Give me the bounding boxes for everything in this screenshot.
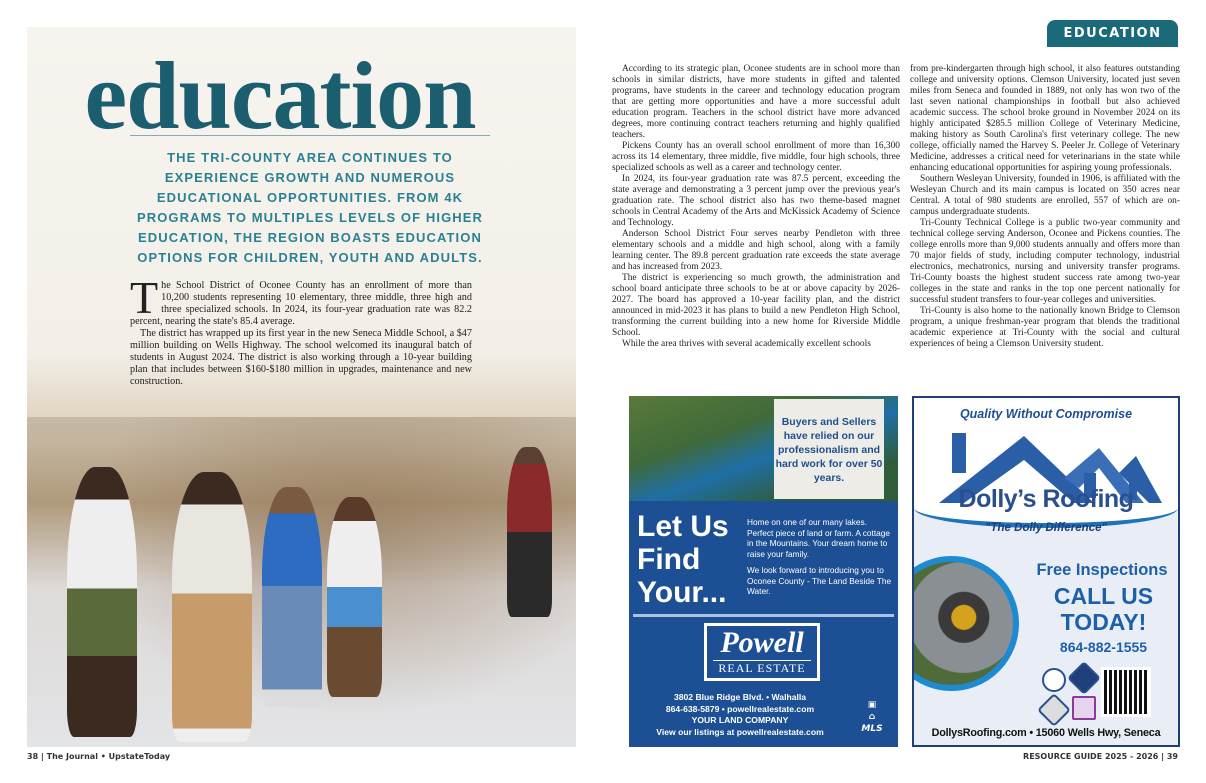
paragraph: While the area thrives with several academically excellent schools: [622, 339, 871, 349]
headline-line: Find: [637, 543, 701, 576]
adult-figure: [507, 447, 552, 617]
realtor-icon: ▣: [867, 700, 877, 710]
ad-headline: [637, 510, 743, 609]
ad-callout: Buyers and Sellers have relied on our professionalism and hard work for over 50 years.: [774, 399, 884, 499]
realtor-icons: [857, 699, 887, 735]
logo-sub: REAL ESTATE: [713, 660, 811, 676]
paragraph: Anderson School District Four serves nearby Pendleton with three elementary schools and a middle and high school, along with a family learning center. The 89.8 percent graduation rate exceeds the state average and has increased from 2023.: [612, 229, 900, 272]
title-rule: [130, 135, 490, 136]
ad-blurb: [747, 517, 895, 597]
student-figure: [262, 487, 322, 707]
equal-housing-icon: ⌂: [868, 712, 876, 722]
deck-subtitle: THE TRI-COUNTY AREA CONTINUES TO EXPERIENCE GROWTH AND NUMEROUS EDUCATIONAL OPPORTUNITIES. FROM 4K PROGRAMS TO MULTIPLES LEVELS OF HIGHER EDUCATION, THE REGION BOASTS EDUCATION OPTIONS FOR CHILDREN, YOUTH AND ADULTS.: [136, 150, 484, 265]
article-column-1: [612, 64, 900, 350]
ad-contact: [631, 692, 849, 738]
paragraph: Pickens County has an overall school enrollment of more than 16,300 across its 14 elementary, three middle, five middle, four high schools, three specialized schools as well as a career and technology center.: [612, 141, 900, 173]
ad-footer[interactable]: DollysRoofing.com • 15060 Wells Hwy, Seneca: [931, 727, 1161, 739]
blurb-text: We look forward to introducing you to Oconee County - The Land Beside The Water.: [747, 565, 892, 596]
paragraph: Southern Wesleyan University, founded in 1906, is affiliated with the Wesleyan Church and its main campus is located on 350 acres near Central. A total of 980 students are enrolled, 557 of which are on-campus undergraduate students.: [910, 174, 1180, 217]
logo-name: Powell: [720, 626, 804, 659]
divider: [633, 614, 894, 617]
paragraph: from pre-kindergarten through high school, it also features outstanding college and university options. Clemson University, located just seven miles from Seneca and founded in 1889, not only has won two of the last seven national championships in football but also achieved academic success. The school broke ground in November 2024 on its highly anticipated $285.5 million College of Veterinary Medicine, making history as South Carolina's first veterinary college. The new college, officially named the Harvey S. Peeler Jr. College of Veterinary Medicine, addresses a critical need for veterinarians in the state while enhancing educational opportunities for aspiring young professionals.: [910, 64, 1180, 173]
paragraph: The district is experiencing so much growth, the administration and school board anticipate three schools to be at or above capacity by 2026-2027. The board has approved a 10-year facility plan, and the district announced in mid-2023 it has plans to build a new Pendleton High School, transforming the current building into a new home for Riverside Middle School.: [612, 273, 900, 338]
powell-real-estate-ad[interactable]: [629, 396, 898, 747]
phone-number[interactable]: 864-882-1555: [1059, 639, 1148, 655]
tagline: YOUR LAND COMPANY: [691, 715, 789, 725]
call-to-action: CALL US TODAY!: [1053, 583, 1154, 635]
paragraph: Tri-County Technical College is a public two-year community and technical college serving Anderson, Oconee and Pickens counties. The college enrolls more than 9,000 students annually and offers more than 70 major fields of study, including computer technology, industrial electronics, mechatronics, nursing and university transfer programs. Tri-County boasts the highest student success rate among two-year colleges in the state and ranks in the top one percent nationally for successful student transfers to four-year colleges and universities.: [910, 218, 1180, 305]
mls-icon: MLS: [861, 724, 883, 734]
company-tagline: "The Dolly Difference": [985, 522, 1107, 534]
award-badge-icon: [1037, 693, 1071, 727]
qr-code-icon[interactable]: [1104, 670, 1148, 714]
left-folio: 38 | The Journal • UpstateToday: [27, 752, 171, 761]
offer-text: Free Inspections: [1036, 561, 1168, 579]
paragraph: Tri-County is also home to the nationally known Bridge to Clemson program, a unique freshman-year program that blends the traditional academic experience at Tri-County with the social and cultural experiences of being a Clemson University student.: [910, 306, 1180, 349]
phone-website[interactable]: 864-638-5879 • powellrealestate.com: [665, 703, 815, 714]
student-figure: [327, 497, 382, 697]
section-tab: EDUCATION: [1047, 20, 1178, 47]
ad-header: [914, 398, 1178, 528]
paragraph: According to its strategic plan, Oconee students are in school more than schools in similar districts, have more students in gifted and talented programs, have students in the career and technology education program that are getting more opportunities and have a more successful adult education program. Teachers in the school district have more advanced degrees, more continuing contract teachers returning and highly qualified teachers.: [612, 64, 900, 140]
student-figure: [172, 472, 252, 742]
paragraph: In 2024, its four-year graduation rate was 87.5 percent, exceeding the state average and demonstrating a 3 percent jump over the previous year's graduation rate. The school district also has two theme-based magnet schools in Central Academy of the Arts and McKissick Academy of Science and Technology.: [612, 174, 900, 228]
powell-logo: [704, 623, 820, 681]
address: 3802 Blue Ridge Blvd. • Walhalla: [673, 692, 807, 702]
listings-link[interactable]: View our listings at powellrealestate.com: [656, 726, 824, 737]
headline-line: Let Us: [637, 510, 729, 543]
best-of-best-badge-icon: [1072, 696, 1096, 720]
page-title: education: [84, 42, 476, 149]
article-column-2: [910, 64, 1180, 350]
ad-slogan: Quality Without Compromise: [959, 407, 1133, 421]
student-figure: [67, 467, 137, 737]
drop-cap: T: [130, 272, 159, 323]
intro-paragraph: The district has wrapped up its first year in the new Seneca Middle School, a $47 million building on Wells Highway. The school welcomed its inaugural batch of students in August 2024. The district is also working through a 10-year building plan that includes between $160-$180 million in upgrades, maintenance and new construction.: [130, 328, 472, 387]
intro-paragraph: [130, 272, 472, 328]
right-folio: RESOURCE GUIDE 2025 - 2026 | 39: [1023, 752, 1178, 761]
roofer-photo: [912, 556, 1019, 691]
award-badge-icon: [1067, 661, 1101, 695]
intro-paragraph-text: he School District of Oconee County has an enrollment of more than 10,200 students representing 10 elementary, three middle, three high and three specialized schools. In 2024, its four-year graduation rate was 82.2 percent, nearing the state's 85.4 average.: [130, 280, 472, 327]
intro-text: [130, 272, 472, 388]
certification-badge-icon: [1042, 668, 1066, 692]
company-name: Dolly’s Roofing: [958, 485, 1134, 513]
headline-line: Your...: [637, 576, 727, 609]
dollys-roofing-ad[interactable]: [912, 396, 1180, 747]
blurb-text: Home on one of our many lakes. Perfect piece of land or farm. A cottage in the Mountains. Your dream home to raise your family.: [747, 517, 890, 559]
